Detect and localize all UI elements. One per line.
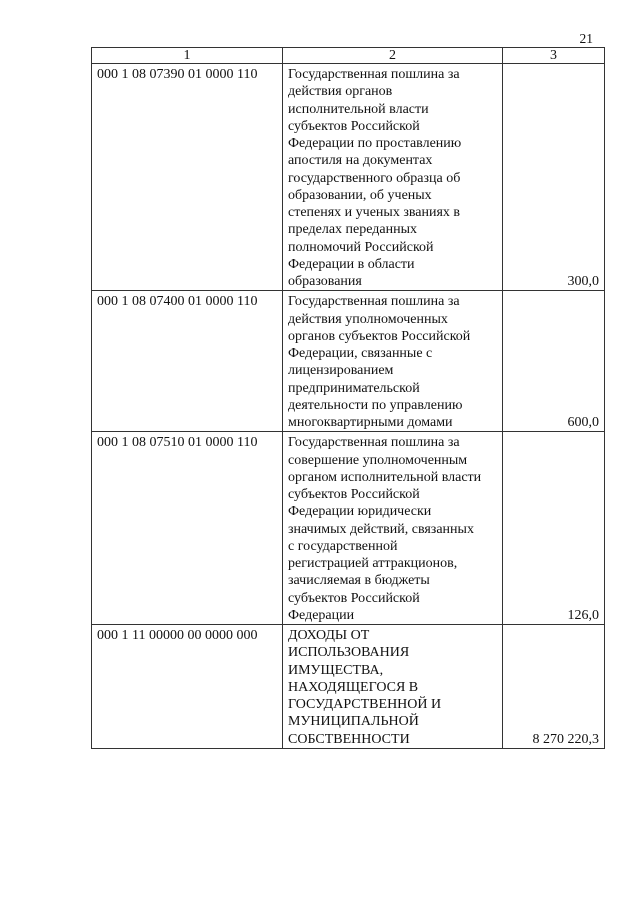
revenue-name-line: лицензированием <box>288 363 394 379</box>
revenue-name-cell <box>283 64 503 291</box>
revenue-name-line: НАХОДЯЩЕГОСЯ В <box>288 679 419 695</box>
revenue-name-line: Государственная пошлина за <box>288 294 460 310</box>
revenue-name-line: государственного образца об <box>288 170 461 186</box>
revenue-name-line: ДОХОДЫ ОТ <box>288 628 370 643</box>
revenue-table <box>91 47 605 749</box>
revenue-name-line: апостиля на документах <box>288 153 433 169</box>
revenue-name-cell <box>283 291 503 432</box>
revenue-name-line: ИМУЩЕСТВА, <box>288 662 384 678</box>
revenue-name-line: совершение уполномоченным <box>288 452 468 468</box>
column-header-amount: 3 <box>503 48 605 64</box>
revenue-name-line: субъектов Российской <box>288 487 420 502</box>
budget-code-cell: 000 1 08 07400 01 0000 110 <box>92 291 283 432</box>
revenue-name-line: исполнительной власти <box>288 101 429 117</box>
revenue-name-line: Федерации юридически <box>288 504 432 520</box>
revenue-name-cell <box>283 432 503 625</box>
revenue-name-line: субъектов Российской <box>288 118 420 134</box>
table-row <box>92 432 605 625</box>
revenue-name-line: Государственная пошлина за <box>288 435 460 451</box>
amount-cell: 300,0 <box>503 64 605 291</box>
page-number: 21 <box>579 31 593 46</box>
revenue-name-line: СОБСТВЕННОСТИ <box>288 731 410 747</box>
table-row <box>92 291 605 432</box>
revenue-name-cell <box>283 625 503 749</box>
budget-code-cell: 000 1 08 07390 01 0000 110 <box>92 64 283 291</box>
revenue-name-line: органом исполнительной власти <box>288 469 482 485</box>
budget-code-cell: 000 1 08 07510 01 0000 110 <box>92 432 283 625</box>
table-body <box>92 64 605 749</box>
amount-cell: 126,0 <box>503 432 605 625</box>
revenue-name-line: регистрацией аттракционов, <box>288 556 458 571</box>
table-header-row <box>92 48 605 64</box>
revenue-name-line: образования <box>288 274 362 289</box>
revenue-name-line: действия органов <box>288 84 393 100</box>
revenue-name-line: деятельности по управлению <box>288 397 463 413</box>
table-row <box>92 64 605 291</box>
revenue-name-line: пределах переданных <box>288 222 418 238</box>
revenue-name-line: органов субъектов Российской <box>288 328 471 344</box>
revenue-name-line: МУНИЦИПАЛЬНОЙ <box>288 714 419 730</box>
table-row <box>92 625 605 749</box>
revenue-name-line: Государственная пошлина за <box>288 67 460 82</box>
revenue-name-line: субъектов Российской <box>288 590 420 606</box>
revenue-name-line: образовании, об ученых <box>288 187 432 203</box>
revenue-name-line: многоквартирными домами <box>288 415 453 430</box>
revenue-name-line: Федерации <box>288 607 355 623</box>
revenue-name-line: с государственной <box>288 538 398 554</box>
revenue-name-line: действия уполномоченных <box>288 311 448 327</box>
revenue-name-line: Федерации по проставлению <box>288 136 462 151</box>
revenue-name-line: предпринимательской <box>288 380 420 396</box>
revenue-name-line: степенях и ученых званиях в <box>288 205 461 220</box>
revenue-name-line: значимых действий, связанных <box>288 521 474 537</box>
revenue-name-line: ИСПОЛЬЗОВАНИЯ <box>288 645 410 661</box>
amount-cell: 600,0 <box>503 291 605 432</box>
revenue-name-line: ГОСУДАРСТВЕННОЙ И <box>288 697 442 712</box>
budget-code-cell: 000 1 11 00000 00 0000 000 <box>92 625 283 749</box>
revenue-name-line: Федерации, связанные с <box>288 346 433 361</box>
revenue-name-line: зачисляемая в бюджеты <box>288 573 430 589</box>
column-header-code: 1 <box>92 48 283 64</box>
amount-cell: 8 270 220,3 <box>503 625 605 749</box>
column-header-name: 2 <box>283 48 503 64</box>
revenue-name-line: Федерации в области <box>288 256 415 272</box>
revenue-name-line: полномочий Российской <box>288 239 434 255</box>
